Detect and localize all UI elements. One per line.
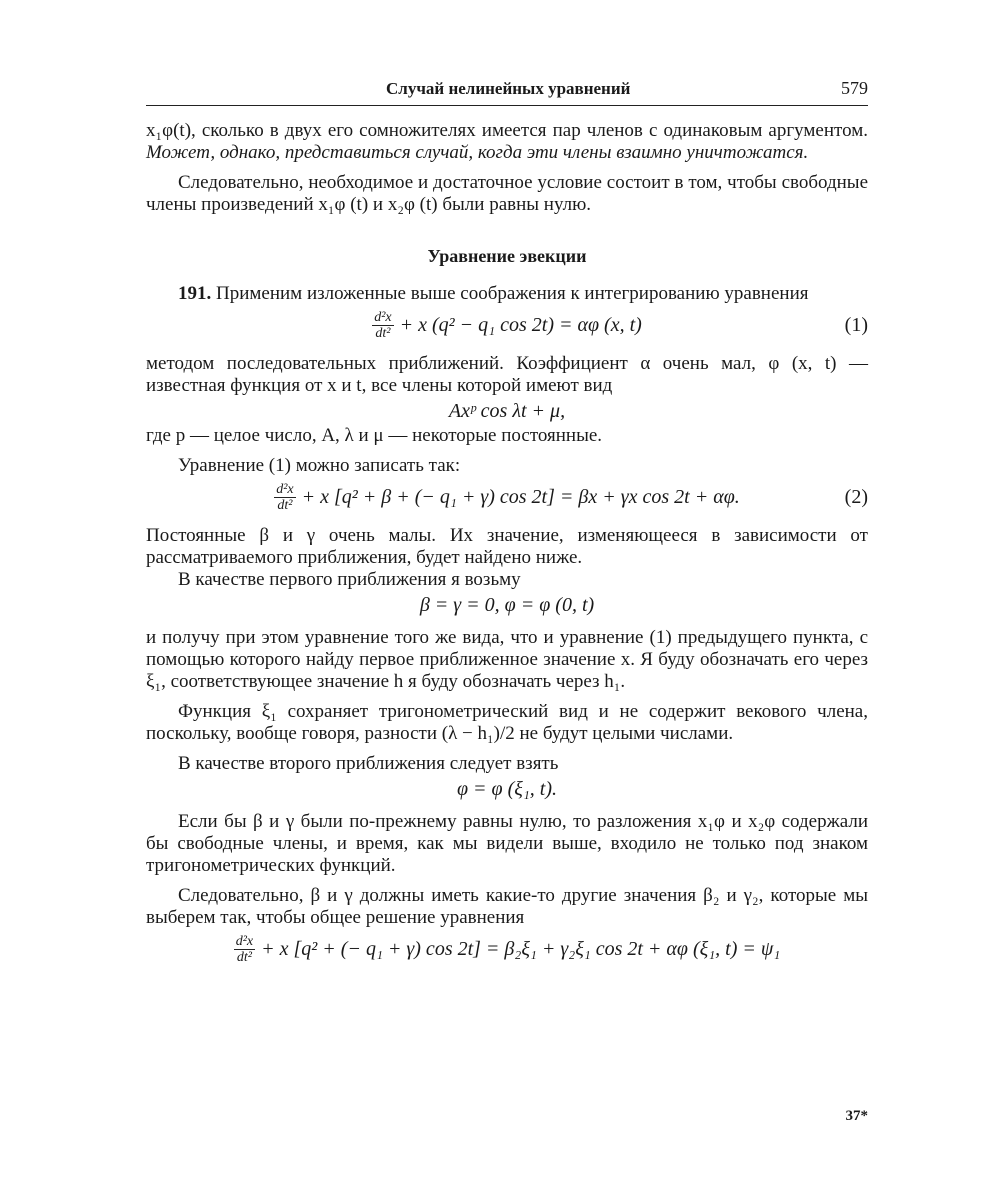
- paragraph-13: Следовательно, β и γ должны иметь какие-то другие значения β₂ и γ₂, которые мы выберем так, чтобы общее решение уравнения: [146, 885, 868, 928]
- paragraph-4: методом последовательных приближений. Коэффициент α очень мал, φ (x, t) — известная функция от x и t, все члены которой имеют вид: [146, 353, 868, 396]
- paragraph-12: Если бы β и γ были по-прежнему равны нулю, то разложения x₁φ и x₂φ содержали бы свободные члены, и время, как мы видели выше, входило не только под знаком тригонометрических функций.: [146, 811, 868, 876]
- paragraph-8: В качестве первого приближения я возьму: [178, 569, 521, 590]
- section-title: Уравнение эвекции: [427, 246, 587, 266]
- page-header: [146, 78, 868, 106]
- paragraph-2: Следовательно, необходимое и достаточное условие состоит в том, чтобы свободные члены произведений x₁φ (t) и x₂φ (t) были равны нулю.: [146, 172, 868, 215]
- paragraph-9: и получу при этом уравнение того же вида, что и уравнение (1) предыдущего пункта, с помощью которого найду первое приближенное значение x. Я буду обозначать его через ξ₁, соответствующее значение h я буду обозначать через h₁.: [146, 627, 868, 692]
- equation-2: [146, 477, 868, 517]
- paragraph-11: В качестве второго приближения следует взять: [178, 753, 559, 774]
- equation-3-body: + x [q² + (− q₁ + γ) cos 2t] = β₂ξ₁ + γ₂ξ₁ cos 2t + αφ (ξ₁, t) = ψ₁: [261, 937, 781, 960]
- equation-second-approx: φ = φ (ξ₁, t).: [456, 777, 558, 800]
- paragraph-3-text: Применим изложенные выше соображения к интегрированию уравнения: [211, 283, 809, 304]
- paragraph-3: [146, 283, 868, 305]
- book-page: [146, 78, 868, 1124]
- equation-1-body: + x (q² − q₁ cos 2t) = αφ (x, t): [399, 313, 642, 336]
- signature-mark: 37*: [845, 1108, 868, 1124]
- paragraph-1-italic: Может, однако, представиться случай, когда эти члены взаимно уничтожатся.: [146, 142, 809, 163]
- equation-1-number: (1): [844, 313, 868, 336]
- paragraph-6: Уравнение (1) можно записать так:: [178, 455, 461, 476]
- fraction: $\frac{\text{d²x}}{\text{dt²}}$: [235, 933, 254, 965]
- equation-2-body: + x [q² + β + (− q₁ + γ) cos 2t] = βx + γx cos 2t + αφ.: [301, 485, 740, 508]
- equation-3: [146, 929, 868, 969]
- paragraph-5: где p — целое число, A, λ и μ — некоторые постоянные.: [146, 425, 603, 446]
- equation-first-approx: β = γ = 0, φ = φ (0, t): [419, 593, 595, 616]
- paragraph-7: Постоянные β и γ очень малы. Их значение, изменяющееся в зависимости от рассматриваемого приближения, будет найдено ниже.: [146, 525, 868, 568]
- fraction: $\frac{\text{d²x}}{\text{dt²}}$: [374, 309, 392, 341]
- equation-2-number: (2): [844, 485, 868, 508]
- equation-1: [146, 305, 868, 345]
- page-number: 579: [841, 78, 868, 98]
- paragraph-1-lead: x₁φ(t), сколько в двух его сомножителях имеется пар членов с одинаковым аргументом.: [146, 120, 868, 141]
- paragraph-10: Функция ξ₁ сохраняет тригонометрический вид и не содержит векового члена, поскольку, вообще говоря, разности (λ − h₁)/2 не будут целыми числами.: [146, 701, 868, 744]
- equation-term: Axᵖ cos λt + μ,: [448, 399, 566, 422]
- item-number: 191.: [178, 283, 212, 304]
- paragraph-1: [146, 120, 868, 164]
- fraction: $\frac{\text{d²x}}{\text{dt²}}$: [276, 481, 294, 513]
- running-title: Случай нелинейных уравнений: [386, 79, 631, 98]
